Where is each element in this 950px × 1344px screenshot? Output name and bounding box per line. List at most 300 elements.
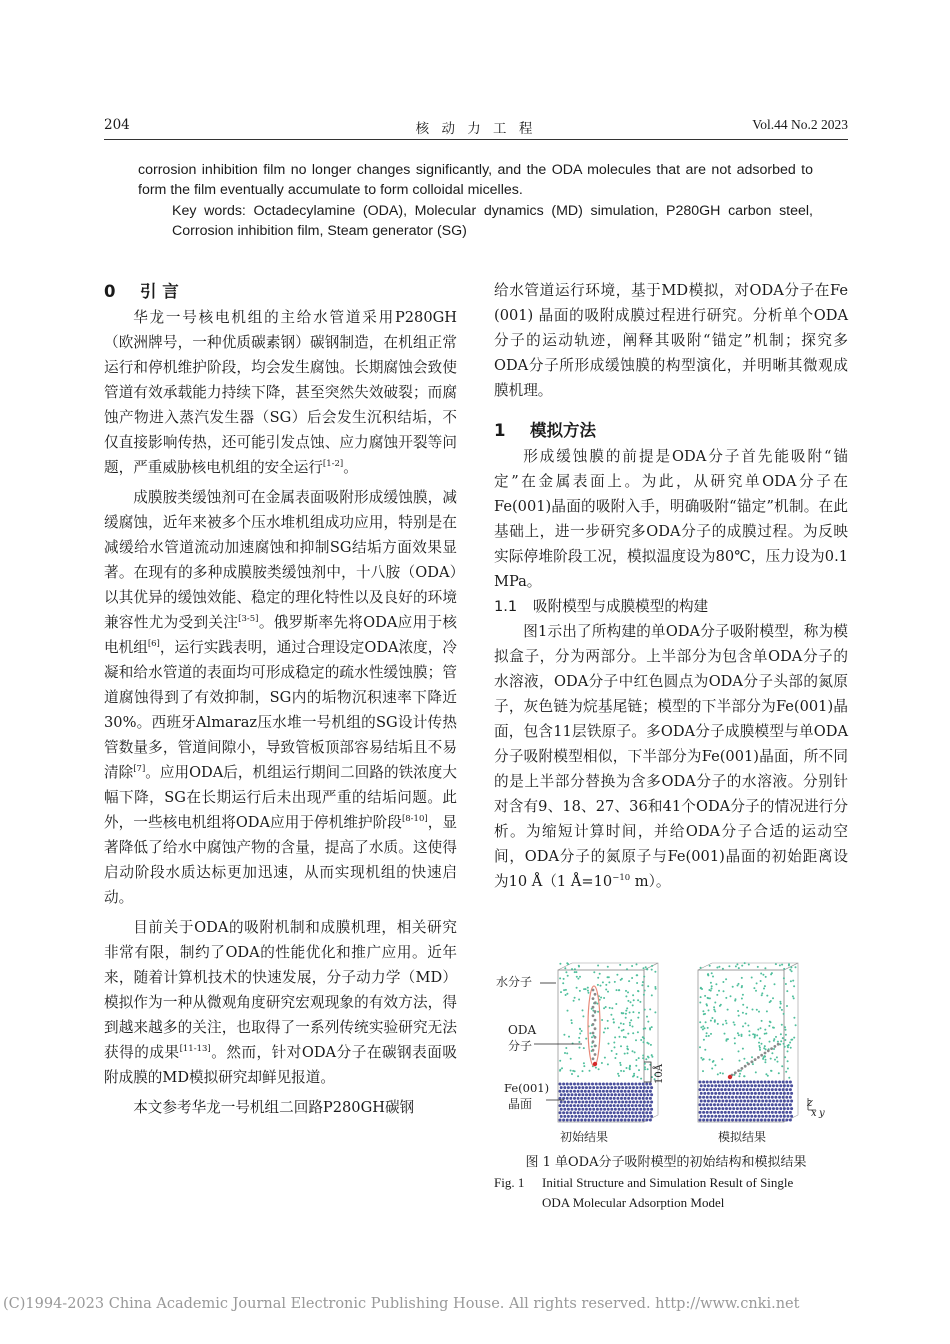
iron-atom: [778, 1088, 781, 1091]
iron-atom: [732, 1115, 735, 1118]
water-molecule: [642, 981, 644, 983]
iron-atom: [789, 1103, 792, 1106]
oda-chain-atom: [757, 1056, 760, 1059]
water-molecule: [735, 965, 737, 967]
iron-atom: [650, 1115, 653, 1118]
water-molecule: [613, 1042, 615, 1044]
iron-atom: [610, 1101, 613, 1104]
water-molecule: [650, 1044, 652, 1046]
iron-atom: [639, 1108, 642, 1111]
water-molecule: [761, 1043, 763, 1045]
iron-atom: [709, 1081, 712, 1084]
iron-atom: [776, 1092, 779, 1095]
iron-atom: [573, 1111, 576, 1114]
iron-atom: [649, 1097, 652, 1100]
water-molecule: [574, 1070, 576, 1072]
water-molecule: [781, 1009, 783, 1011]
iron-atom: [738, 1081, 741, 1084]
water-molecule: [747, 1025, 749, 1027]
water-molecule: [589, 1032, 591, 1034]
water-molecule: [777, 1041, 779, 1043]
iron-atom: [613, 1104, 616, 1107]
iron-atom: [772, 1084, 775, 1087]
iron-atom: [774, 1096, 777, 1099]
iron-atom: [746, 1088, 749, 1091]
intro-paragraph-4-start: 本文参考华龙一号机组二回路P280GH碳钢: [133, 1099, 415, 1116]
water-molecule: [734, 1000, 736, 1002]
water-molecule: [577, 1075, 579, 1077]
iron-atom: [758, 1092, 761, 1095]
water-molecule: [761, 994, 763, 996]
iron-atom: [574, 1101, 577, 1104]
water-molecule: [752, 1033, 754, 1035]
iron-atom: [600, 1093, 603, 1096]
iron-atom: [566, 1083, 569, 1086]
water-molecule: [642, 1055, 644, 1057]
water-molecule: [769, 1021, 771, 1023]
iron-atom: [621, 1101, 624, 1104]
water-molecule: [571, 1022, 573, 1024]
water-molecule: [643, 976, 645, 978]
iron-atom: [760, 1088, 763, 1091]
iron-atom: [750, 1100, 753, 1103]
water-molecule: [629, 1012, 631, 1014]
iron-atom: [761, 1092, 764, 1095]
iron-atom: [562, 1097, 565, 1100]
iron-atom: [727, 1081, 730, 1084]
water-molecule: [593, 971, 595, 973]
water-molecule: [654, 971, 656, 973]
iron-atom: [727, 1111, 730, 1114]
water-molecule: [597, 1011, 599, 1013]
section-1-1-number: 1.1: [494, 598, 518, 615]
water-molecule: [633, 999, 635, 1001]
section-1-1-title: 吸附模型与成膜模型的构建: [533, 598, 709, 615]
water-molecule: [632, 1026, 634, 1028]
water-molecule: [734, 1037, 736, 1039]
iron-atom: [761, 1100, 764, 1103]
iron-atom: [746, 1103, 749, 1106]
iron-atom: [614, 1115, 617, 1118]
figure-1-image: [494, 958, 848, 1150]
iron-atom: [774, 1081, 777, 1084]
iron-atom: [610, 1086, 613, 1089]
water-molecule: [699, 1002, 701, 1004]
iron-atom: [585, 1108, 588, 1111]
iron-atom: [610, 1115, 613, 1118]
oda-chain-atom: [592, 1032, 595, 1035]
iron-atom: [573, 1104, 576, 1107]
water-molecule: [626, 968, 628, 970]
oda-chain-atom: [592, 1006, 595, 1009]
water-molecule: [576, 976, 578, 978]
water-molecule: [709, 997, 711, 999]
iron-atom: [647, 1108, 650, 1111]
water-molecule: [582, 1009, 584, 1011]
oda-chain-atom: [592, 1023, 595, 1026]
iron-atom: [609, 1090, 612, 1093]
iron-atom: [645, 1111, 648, 1114]
iron-atom: [756, 1088, 759, 1091]
water-molecule: [644, 1009, 646, 1011]
caption-en-label: Fig. 1: [494, 1175, 525, 1190]
iron-atom: [761, 1107, 764, 1110]
water-molecule: [637, 1076, 639, 1078]
iron-atom: [787, 1084, 790, 1087]
water-molecule: [780, 1033, 782, 1035]
water-molecule: [710, 1020, 712, 1022]
iron-atom: [621, 1108, 624, 1111]
iron-atom: [631, 1119, 634, 1122]
iron-atom: [631, 1083, 634, 1086]
water-molecule: [610, 1014, 612, 1016]
water-molecule: [559, 1060, 561, 1062]
iron-atom: [649, 1104, 652, 1107]
iron-atom: [573, 1083, 576, 1086]
water-molecule: [578, 965, 580, 967]
iron-atom: [614, 1108, 617, 1111]
iron-atom: [731, 1103, 734, 1106]
iron-atom: [628, 1093, 631, 1096]
iron-atom: [559, 1111, 562, 1114]
iron-atom: [559, 1090, 562, 1093]
iron-atom: [647, 1093, 650, 1096]
iron-atom: [625, 1115, 628, 1118]
caption-en-line1: Initial Structure and Simulation Result of Single: [542, 1175, 794, 1190]
iron-atom: [779, 1107, 782, 1110]
water-molecule: [568, 1036, 570, 1038]
iron-atom: [643, 1086, 646, 1089]
iron-atom: [600, 1101, 603, 1104]
iron-atom: [742, 1111, 745, 1114]
iron-atom: [560, 1115, 563, 1118]
iron-atom: [758, 1107, 761, 1110]
iron-atom: [638, 1097, 641, 1100]
water-molecule: [607, 1027, 609, 1029]
water-molecule: [632, 1050, 634, 1052]
water-molecule: [759, 1047, 761, 1049]
water-molecule: [785, 1071, 787, 1073]
intro-paragraph-1: [104, 305, 457, 480]
iron-atom: [607, 1108, 610, 1111]
iron-atom: [632, 1086, 635, 1089]
water-molecule: [575, 971, 577, 973]
water-molecule: [620, 1064, 622, 1066]
iron-atom: [731, 1119, 734, 1122]
iron-atom: [596, 1101, 599, 1104]
iron-atom: [607, 1086, 610, 1089]
iron-atom: [598, 1090, 601, 1093]
iron-atom: [643, 1093, 646, 1096]
water-molecule: [775, 1036, 777, 1038]
water-molecule: [623, 1023, 625, 1025]
water-molecule: [619, 1036, 621, 1038]
iron-atom: [740, 1115, 743, 1118]
iron-atom: [587, 1083, 590, 1086]
iron-atom: [700, 1100, 703, 1103]
iron-atom: [779, 1115, 782, 1118]
iron-atom: [598, 1097, 601, 1100]
intro-p2-text: 。应用ODA后，机组运行期间二回路的铁浓度大幅下降，SG在长期运行后未出现严重的结垢问题。此外，一些核电机组将ODA应用于停机维护阶段: [104, 764, 457, 831]
water-molecule: [607, 1020, 609, 1022]
water-molecule: [574, 997, 576, 999]
iron-atom: [638, 1104, 641, 1107]
water-molecule: [565, 1047, 567, 1049]
iron-atom: [767, 1088, 770, 1091]
iron-atom: [609, 1104, 612, 1107]
iron-atom: [787, 1092, 790, 1095]
water-molecule: [760, 980, 762, 982]
iron-atom: [571, 1086, 574, 1089]
iron-atom: [585, 1086, 588, 1089]
iron-atom: [753, 1081, 756, 1084]
water-molecule: [742, 1025, 744, 1027]
iron-atom: [783, 1107, 786, 1110]
iron-atom: [602, 1104, 605, 1107]
water-molecule: [583, 1062, 585, 1064]
water-molecule: [578, 1037, 580, 1039]
water-molecule: [605, 989, 607, 991]
iron-atom: [782, 1081, 785, 1084]
iron-atom: [584, 1119, 587, 1122]
iron-atom: [735, 1081, 738, 1084]
iron-atom: [559, 1097, 562, 1100]
iron-atom: [577, 1111, 580, 1114]
water-molecule: [635, 1065, 637, 1067]
water-molecule: [713, 1009, 715, 1011]
intro-p2-text: 。俄罗斯率先将ODA应用于核电机组: [104, 614, 457, 656]
iron-atom: [562, 1104, 565, 1107]
oda-chain-atom: [777, 1043, 780, 1046]
water-molecule: [644, 1068, 646, 1070]
water-molecule: [632, 1011, 634, 1013]
water-molecule: [715, 983, 717, 985]
iron-atom: [581, 1108, 584, 1111]
iron-atom: [756, 1103, 759, 1106]
water-molecule: [707, 997, 709, 999]
caption-en-line2: ODA Molecular Adsorption Model: [542, 1195, 725, 1210]
oda-chain-atom: [592, 1040, 595, 1043]
water-molecule: [649, 1008, 651, 1010]
intro-paragraph-2: [104, 485, 457, 910]
water-molecule: [711, 988, 713, 990]
iron-atom: [592, 1101, 595, 1104]
volume-issue: Vol.44 No.2 2023: [752, 117, 848, 132]
iron-atom: [639, 1086, 642, 1089]
water-molecule: [642, 1057, 644, 1059]
iron-atom: [738, 1096, 741, 1099]
iron-atom: [760, 1111, 763, 1114]
iron-atom: [756, 1081, 759, 1084]
iron-atom: [636, 1115, 639, 1118]
water-molecule: [781, 1024, 783, 1026]
section-1-number: 1: [494, 421, 506, 440]
water-molecule: [579, 1047, 581, 1049]
oda-chain-atom: [594, 993, 597, 996]
iron-atom: [732, 1100, 735, 1103]
iron-atom: [699, 1119, 702, 1122]
water-molecule: [619, 1062, 621, 1064]
iron-atom: [616, 1119, 619, 1122]
water-molecule: [571, 968, 573, 970]
iron-atom: [567, 1115, 570, 1118]
water-molecule: [704, 1049, 706, 1051]
iron-atom: [591, 1097, 594, 1100]
iron-atom: [613, 1119, 616, 1122]
iron-atom: [592, 1108, 595, 1111]
iron-atom: [754, 1115, 757, 1118]
water-molecule: [725, 997, 727, 999]
iron-atom: [598, 1083, 601, 1086]
water-molecule: [618, 1075, 620, 1077]
water-molecule: [630, 1001, 632, 1003]
iron-atom: [749, 1111, 752, 1114]
water-molecule: [788, 1077, 790, 1079]
water-molecule: [728, 965, 730, 967]
iron-atom: [592, 1086, 595, 1089]
iron-atom: [771, 1103, 774, 1106]
oda-chain-atom: [774, 1045, 777, 1048]
water-molecule: [602, 981, 604, 983]
iron-atom: [785, 1081, 788, 1084]
water-molecule: [758, 1045, 760, 1047]
water-molecule: [609, 1007, 611, 1009]
iron-atom: [772, 1092, 775, 1095]
iron-atom: [584, 1090, 587, 1093]
iron-atom: [647, 1086, 650, 1089]
iron-atom: [562, 1111, 565, 1114]
water-molecule: [726, 1022, 728, 1024]
iron-atom: [772, 1115, 775, 1118]
iron-atom: [650, 1101, 653, 1104]
water-molecule: [630, 1019, 632, 1021]
water-molecule: [644, 990, 646, 992]
iron-atom: [720, 1119, 723, 1122]
water-molecule: [737, 1032, 739, 1034]
iron-atom: [559, 1119, 562, 1122]
iron-atom: [736, 1084, 739, 1087]
iron-atom: [718, 1084, 721, 1087]
oda-chain-atom: [734, 1071, 737, 1074]
water-molecule: [615, 1003, 617, 1005]
water-molecule: [567, 975, 569, 977]
iron-atom: [702, 1088, 705, 1091]
oda-chain-atom: [594, 1045, 597, 1048]
water-molecule: [733, 1074, 735, 1076]
water-molecule: [579, 976, 581, 978]
iron-atom: [595, 1090, 598, 1093]
water-molecule: [647, 1021, 649, 1023]
water-molecule: [708, 989, 710, 991]
iron-atom: [760, 1119, 763, 1122]
iron-atom: [616, 1090, 619, 1093]
water-molecule: [625, 995, 627, 997]
iron-atom: [560, 1086, 563, 1089]
iron-atom: [747, 1107, 750, 1110]
iron-atom: [650, 1086, 653, 1089]
water-molecule: [607, 991, 609, 993]
water-molecule: [711, 1017, 713, 1019]
iron-atom: [764, 1103, 767, 1106]
water-molecule: [625, 1017, 627, 1019]
water-molecule: [710, 982, 712, 984]
iron-atom: [578, 1086, 581, 1089]
iron-atom: [559, 1083, 562, 1086]
water-molecule: [702, 1070, 704, 1072]
iron-atom: [578, 1101, 581, 1104]
water-molecule: [623, 1036, 625, 1038]
water-molecule: [627, 991, 629, 993]
water-molecule: [596, 1003, 598, 1005]
iron-atom: [724, 1103, 727, 1106]
iron-atom: [624, 1083, 627, 1086]
water-molecule: [757, 1029, 759, 1031]
water-molecule: [702, 1025, 704, 1027]
water-molecule: [785, 983, 787, 985]
water-molecule: [636, 982, 638, 984]
iron-atom: [571, 1108, 574, 1111]
iron-atom: [632, 1115, 635, 1118]
water-molecule: [629, 1022, 631, 1024]
water-molecule: [604, 1028, 606, 1030]
iron-atom: [753, 1096, 756, 1099]
water-molecule: [779, 1001, 781, 1003]
water-molecule: [651, 994, 653, 996]
water-molecule: [571, 1073, 573, 1075]
water-molecule: [787, 1068, 789, 1070]
water-molecule: [643, 1037, 645, 1039]
water-molecule: [616, 1053, 618, 1055]
iron-atom: [711, 1092, 714, 1095]
water-molecule: [699, 1021, 701, 1023]
water-molecule: [784, 1046, 786, 1048]
cnki-footer: (C)1994-2023 China Academic Journal Electronic Publishing House. All rights reserved. http://www.cnki.net: [3, 1296, 800, 1312]
water-molecule: [621, 978, 623, 980]
iron-atom: [569, 1083, 572, 1086]
water-molecule: [734, 1042, 736, 1044]
water-molecule: [722, 968, 724, 970]
iron-atom: [711, 1107, 714, 1110]
water-molecule: [563, 1034, 565, 1036]
iron-atom: [782, 1119, 785, 1122]
oda-chain-atom: [770, 1047, 773, 1050]
water-molecule: [787, 1060, 789, 1062]
water-molecule: [607, 966, 609, 968]
water-molecule: [786, 990, 788, 992]
iron-atom: [778, 1119, 781, 1122]
iron-atom: [747, 1092, 750, 1095]
iron-atom: [776, 1084, 779, 1087]
iron-atom: [589, 1093, 592, 1096]
iron-atom: [700, 1084, 703, 1087]
iron-atom: [602, 1111, 605, 1114]
water-molecule: [654, 1011, 656, 1013]
iron-atom: [778, 1111, 781, 1114]
iron-atom: [706, 1096, 709, 1099]
water-molecule: [774, 1059, 776, 1061]
iron-atom: [749, 1119, 752, 1122]
water-molecule: [792, 995, 794, 997]
iron-atom: [636, 1101, 639, 1104]
water-molecule: [722, 981, 724, 983]
iron-atom: [711, 1115, 714, 1118]
water-molecule: [605, 1006, 607, 1008]
initial-structure-box: [558, 962, 658, 1122]
water-molecule: [625, 1036, 627, 1038]
gap: [494, 403, 848, 417]
oda-chain-atom: [592, 1014, 595, 1017]
iron-atom: [721, 1092, 724, 1095]
